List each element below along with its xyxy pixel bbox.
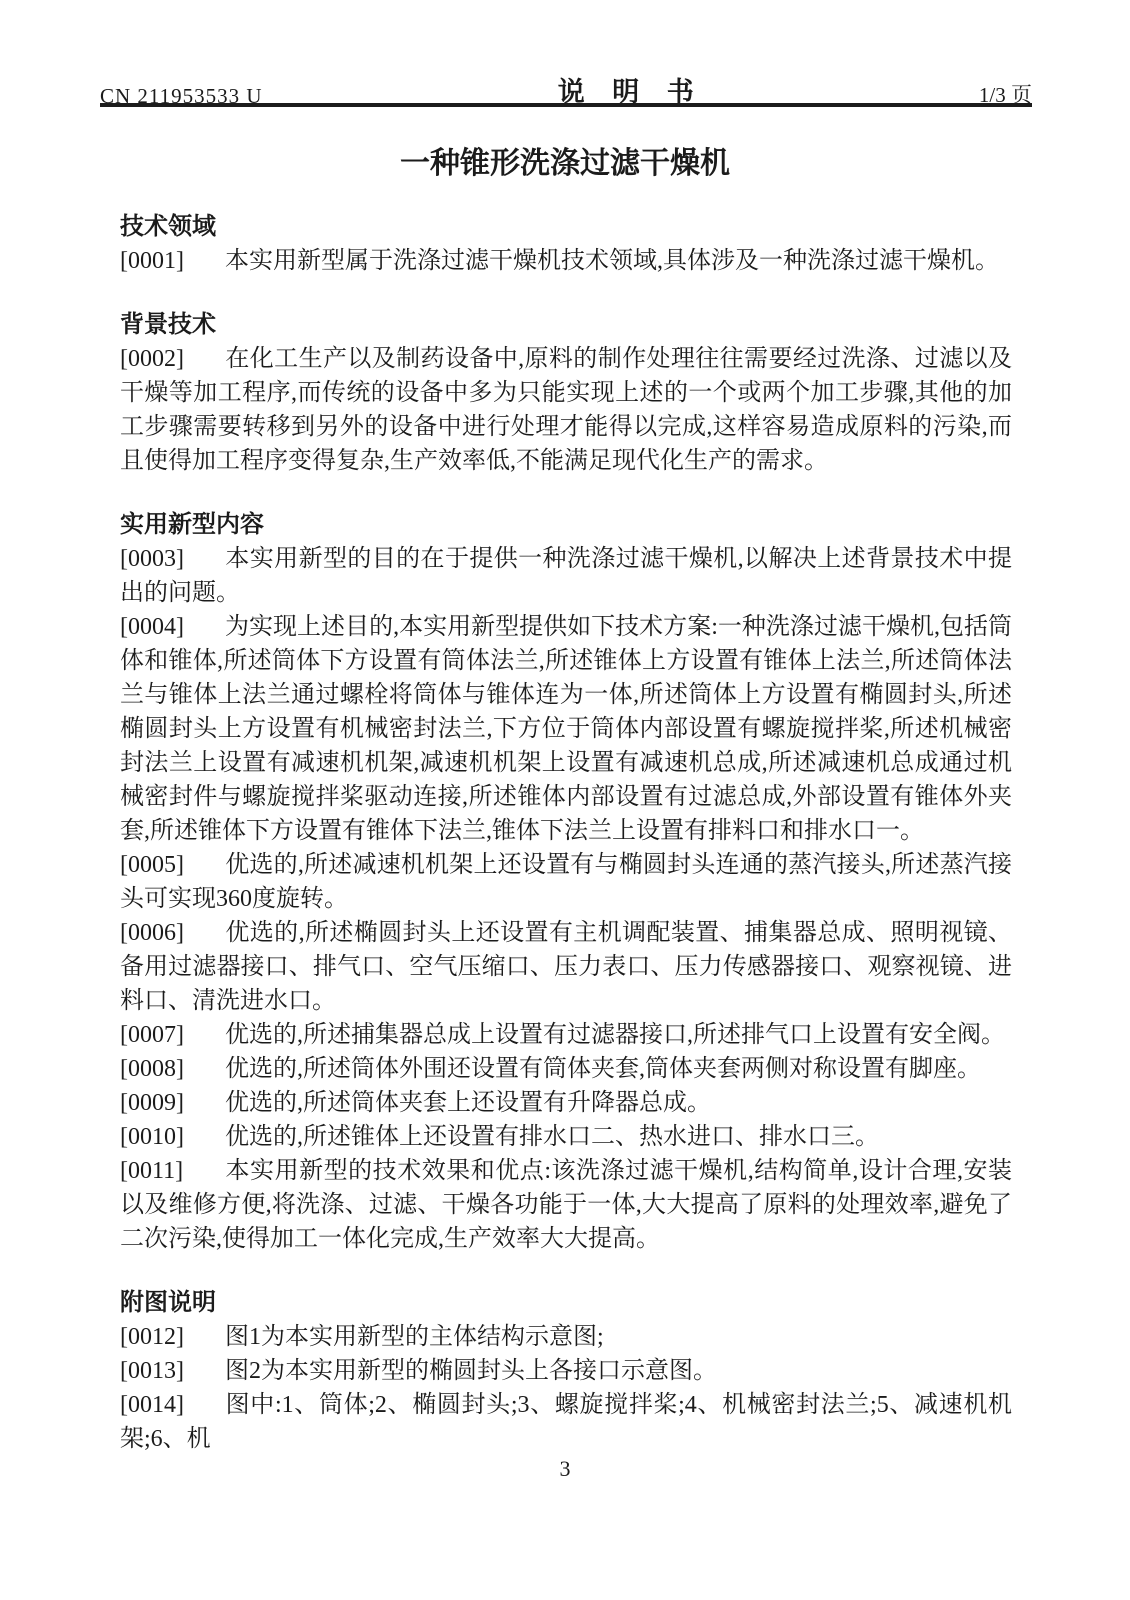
paragraph [120,916,1012,1018]
paragraph [120,1388,1012,1456]
paragraph-number: [0011] [120,1158,184,1184]
paragraph-number: [0009] [120,1090,184,1116]
paragraph-number: [0002] [120,346,184,372]
paragraph [120,1018,1012,1052]
paragraph-number: [0014] [120,1392,184,1418]
paragraph [120,1120,1012,1154]
section-drawings-description [120,1286,1012,1456]
section-heading: 实用新型内容 [120,511,264,538]
paragraph-number: [0012] [120,1324,184,1350]
page-number: 3 [559,1456,571,1481]
paragraph-text: 图2为本实用新型的椭圆封头上各接口示意图。 [225,1358,717,1384]
paragraph-text: 优选的,所述筒体夹套上还设置有升降器总成。 [225,1090,711,1116]
paragraph [120,848,1012,916]
paragraph-number: [0004] [120,614,184,640]
paragraph [120,1354,1012,1388]
paragraph-text: 优选的,所述筒体外围还设置有筒体夹套,筒体夹套两侧对称设置有脚座。 [225,1056,981,1082]
paragraph-number: [0001] [120,248,184,274]
paragraph-text: 为实现上述目的,本实用新型提供如下技术方案:一种洗涤过滤干燥机,包括筒体和锥体,所述筒体下方设置有筒体法兰,所述锥体上方设置有锥体上法兰,所述筒体法兰与锥体上法兰通过螺栓将筒体与锥体连为一体,所述筒体上方设置有椭圆封头,所述椭圆封头上方设置有机械密封法兰,下方位于筒体内部设置有螺旋搅拌桨,所述机械密封法兰上设置有减速机机架,减速机机架上设置有减速机总成,所述减速机总成通过机械密封件与螺旋搅拌桨驱动连接,所述锥体内部设置有过滤总成,外部设置有锥体外夹套,所述锥体下方设置有锥体下法兰,锥体下法兰上设置有排料口和排水口一。 [120,614,1012,844]
paragraph-text: 优选的,所述锥体上还设置有排水口二、热水进口、排水口三。 [225,1124,879,1150]
paragraph-text: 在化工生产以及制药设备中,原料的制作处理往往需要经过洗涤、过滤以及干燥等加工程序,而传统的设备中多为只能实现上述的一个或两个加工步骤,其他的加工步骤需要转移到另外的设备中进行处理才能得以完成,这样容易造成原料的污染,而且使得加工程序变得复杂,生产效率低,不能满足现代化生产的需求。 [120,346,1012,474]
patent-number: CN 211953533 U [100,84,263,108]
header-divider [100,103,1032,107]
paragraph-text: 优选的,所述减速机机架上还设置有与椭圆封头连通的蒸汽接头,所述蒸汽接头可实现360度旋转。 [120,852,1012,912]
patent-title: 一种锥形洗涤过滤干燥机 [400,147,730,180]
paragraph-number: [0013] [120,1358,184,1384]
paragraph-text: 本实用新型的技术效果和优点:该洗涤过滤干燥机,结构简单,设计合理,安装以及维修方便,将洗涤、过滤、干燥各功能于一体,大大提高了原料的处理效率,避免了二次污染,使得加工一体化完成,生产效率大大提高。 [120,1158,1012,1252]
paragraph [120,542,1012,610]
section-heading: 附图说明 [120,1289,216,1316]
paragraph-number: [0003] [120,546,184,572]
paragraph-number: [0006] [120,920,184,946]
paragraph-text: 优选的,所述椭圆封头上还设置有主机调配装置、捕集器总成、照明视镜、备用过滤器接口、排气口、空气压缩口、压力表口、压力传感器接口、观察视镜、进料口、清洗进水口。 [120,920,1012,1014]
document-body [120,180,1012,1456]
paragraph [120,342,1012,478]
paragraph-text: 本实用新型的目的在于提供一种洗涤过滤干燥机,以解决上述背景技术中提出的问题。 [120,546,1012,606]
paragraph [120,1320,1012,1354]
paragraph-text: 图中:1、筒体;2、椭圆封头;3、螺旋搅拌桨;4、机械密封法兰;5、减速机机架;6、机 [120,1392,1012,1452]
paragraph [120,610,1012,848]
paragraph-number: [0010] [120,1124,184,1150]
paragraph [120,1154,1012,1256]
document-type-label: 说 明 书 [557,77,704,107]
section-background-art [120,308,1012,478]
section-technical-field [120,210,1012,278]
paragraph-number: [0007] [120,1022,184,1048]
paragraph-text: 图1为本实用新型的主体结构示意图; [225,1324,604,1350]
paragraph [120,244,1012,278]
page-indicator: 1/3 页 [978,83,1032,107]
paragraph [120,1052,1012,1086]
section-heading: 背景技术 [120,311,216,338]
paragraph-text: 优选的,所述捕集器总成上设置有过滤器接口,所述排气口上设置有安全阀。 [225,1022,1005,1048]
paragraph-number: [0005] [120,852,184,878]
paragraph-text: 本实用新型属于洗涤过滤干燥机技术领域,具体涉及一种洗涤过滤干燥机。 [225,248,999,274]
paragraph-number: [0008] [120,1056,184,1082]
section-heading: 技术领域 [120,213,216,240]
section-utility-model-content [120,508,1012,1256]
paragraph [120,1086,1012,1120]
